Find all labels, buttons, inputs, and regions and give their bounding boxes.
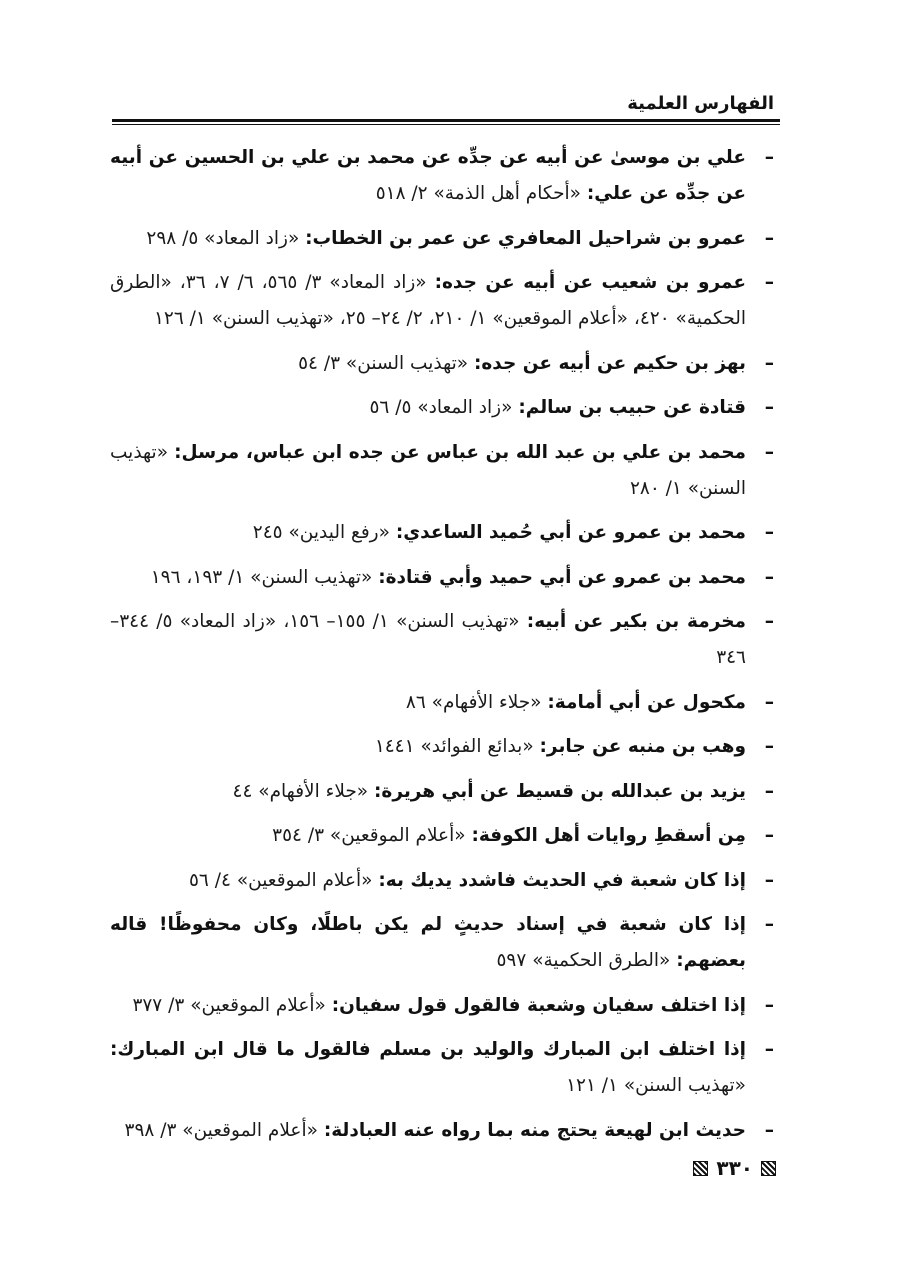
index-entry [110, 685, 780, 721]
index-entry [110, 907, 780, 979]
entry-dash: – [764, 352, 774, 374]
index-entry [110, 1113, 780, 1149]
entry-dash: – [764, 441, 774, 463]
entry-dash: – [764, 227, 774, 249]
entry-narrator: عمرو بن شراحيل المعافري عن عمر بن الخطاب: [305, 227, 746, 249]
index-entry [110, 140, 780, 212]
entry-reference: «أعلام الموقعين» ٣/ ٣٧٧ [132, 994, 332, 1016]
entry-dash: – [764, 914, 774, 935]
page-number: ٣٣٠ [716, 1156, 753, 1180]
page-footer [693, 1156, 776, 1180]
index-entry [110, 221, 780, 257]
entry-dash: – [764, 272, 774, 293]
entry-narrator: قتادة عن حبيب بن سالم: [518, 397, 746, 418]
entry-narrator: محمد بن عمرو عن أبي حُميد الساعدي: [395, 522, 746, 543]
index-entry [110, 435, 780, 507]
entry-narrator: مخرمة بن بكير عن أبيه: [526, 611, 746, 632]
entry-reference: «أحكام أهل الذمة» ٢/ ٥١٨ [375, 183, 587, 204]
entry-narrator: محمد بن علي بن عبد الله بن عباس عن جده ابن عباس، مرسل: [174, 441, 747, 463]
index-entry [110, 560, 780, 596]
entry-reference: «بدائع الفوائد» ١٤٤١ [374, 736, 540, 757]
entry-reference: «رفع اليدين» ٢٤٥ [252, 522, 396, 543]
index-entry [110, 863, 780, 899]
entry-dash: – [764, 736, 774, 757]
entry-dash: – [764, 566, 774, 588]
entry-dash: – [764, 994, 774, 1016]
entry-dash: – [764, 147, 774, 168]
entry-reference: «تهذيب السنن» ١/ ١٩٣، ١٩٦ [150, 566, 379, 588]
entry-reference: «أعلام الموقعين» ٣/ ٣٥٤ [272, 825, 472, 846]
entry-narrator: مِن أسقطِ روايات أهل الكوفة: [471, 825, 746, 846]
index-entry [110, 818, 780, 854]
index-entry [110, 604, 780, 676]
entry-narrator: حديث ابن لهيعة يحتج منه بما رواه عنه العبادلة: [323, 1119, 746, 1141]
entry-narrator: يزيد بن عبدالله بن قسيط عن أبي هريرة: [374, 780, 746, 802]
entry-narrator: مكحول عن أبي أمامة: [547, 691, 746, 713]
entry-reference: «جلاء الأفهام» ٤٤ [232, 780, 374, 802]
entry-narrator: إذا كان شعبة في إسناد حديثٍ لم يكن باطلًا، وكان محفوظًا! قاله بعضهم: [110, 914, 746, 971]
index-entry [110, 265, 780, 337]
entry-dash: – [764, 522, 774, 543]
index-entry [110, 515, 780, 551]
entry-narrator: علي بن موسىٰ عن أبيه عن جدِّه عن محمد بن علي بن الحسين عن أبيه عن جدِّه عن علي: [110, 147, 746, 204]
entry-dash: – [764, 1119, 774, 1141]
entry-narrator: بهز بن حكيم عن أبيه عن جده: [473, 352, 746, 374]
entry-dash: – [764, 1039, 774, 1060]
entry-reference: «تهذيب السنن» ٣/ ٥٤ [298, 352, 474, 374]
running-header-title: الفهارس العلمية [627, 93, 774, 114]
entry-reference: «تهذيب السنن» ١/ ٢٨٠ [110, 441, 746, 499]
entry-narrator: وهب بن منبه عن جابر: [539, 736, 746, 757]
entry-dash: – [764, 691, 774, 713]
entry-reference: «تهذيب السنن» ١/ ١٢١ [566, 1075, 746, 1096]
entry-dash: – [764, 869, 774, 891]
entry-reference: «أعلام الموقعين» ٤/ ٥٦ [189, 869, 379, 891]
entry-dash: – [764, 780, 774, 802]
entry-reference: «زاد المعاد» ٥/ ٥٦ [369, 397, 519, 418]
entry-dash: – [764, 611, 774, 632]
index-entry [110, 988, 780, 1024]
entry-narrator: إذا اختلف ابن المبارك والوليد بن مسلم فالقول ما قال ابن المبارك: [110, 1039, 746, 1060]
entry-narrator: محمد بن عمرو عن أبي حميد وأبي قتادة: [378, 566, 746, 588]
entry-reference: «تهذيب السنن» ١/ ١٥٥– ١٥٦، «زاد المعاد» ٥/ ٣٤٤– ٣٤٦ [110, 611, 746, 668]
entry-reference: «زاد المعاد» ٥/ ٢٩٨ [146, 227, 306, 249]
index-entry [110, 729, 780, 765]
entry-dash: – [764, 397, 774, 418]
square-ornament-icon [693, 1161, 708, 1176]
entry-reference: «أعلام الموقعين» ٣/ ٣٩٨ [124, 1119, 324, 1141]
header-rule-thin [112, 124, 780, 125]
entry-reference: «جلاء الأفهام» ٨٦ [405, 691, 548, 713]
index-entry-list [110, 140, 780, 1157]
entry-narrator: إذا اختلف سفيان وشعبة فالقول قول سفيان: [331, 994, 746, 1016]
entry-reference: «زاد المعاد» ٣/ ٥٦٥، ٦/ ٧، ٣٦، «الطرق الحكمية» ٤٢٠، «أعلام الموقعين» ١/ ٢١٠، ٢/ ٢٤– ٢٥، «تهذيب السنن» ١/ ١٢٦ [110, 272, 746, 329]
index-entry [110, 774, 780, 810]
index-entry [110, 390, 780, 426]
index-entry [110, 1032, 780, 1104]
entry-narrator: عمرو بن شعيب عن أبيه عن جده: [434, 272, 746, 293]
square-ornament-icon [761, 1161, 776, 1176]
index-entry [110, 346, 780, 382]
entry-reference: «الطرق الحكمية» ٥٩٧ [496, 950, 677, 971]
entry-dash: – [764, 825, 774, 846]
entry-narrator: إذا كان شعبة في الحديث فاشدد يديك به: [378, 869, 746, 891]
header-rule [112, 119, 780, 122]
